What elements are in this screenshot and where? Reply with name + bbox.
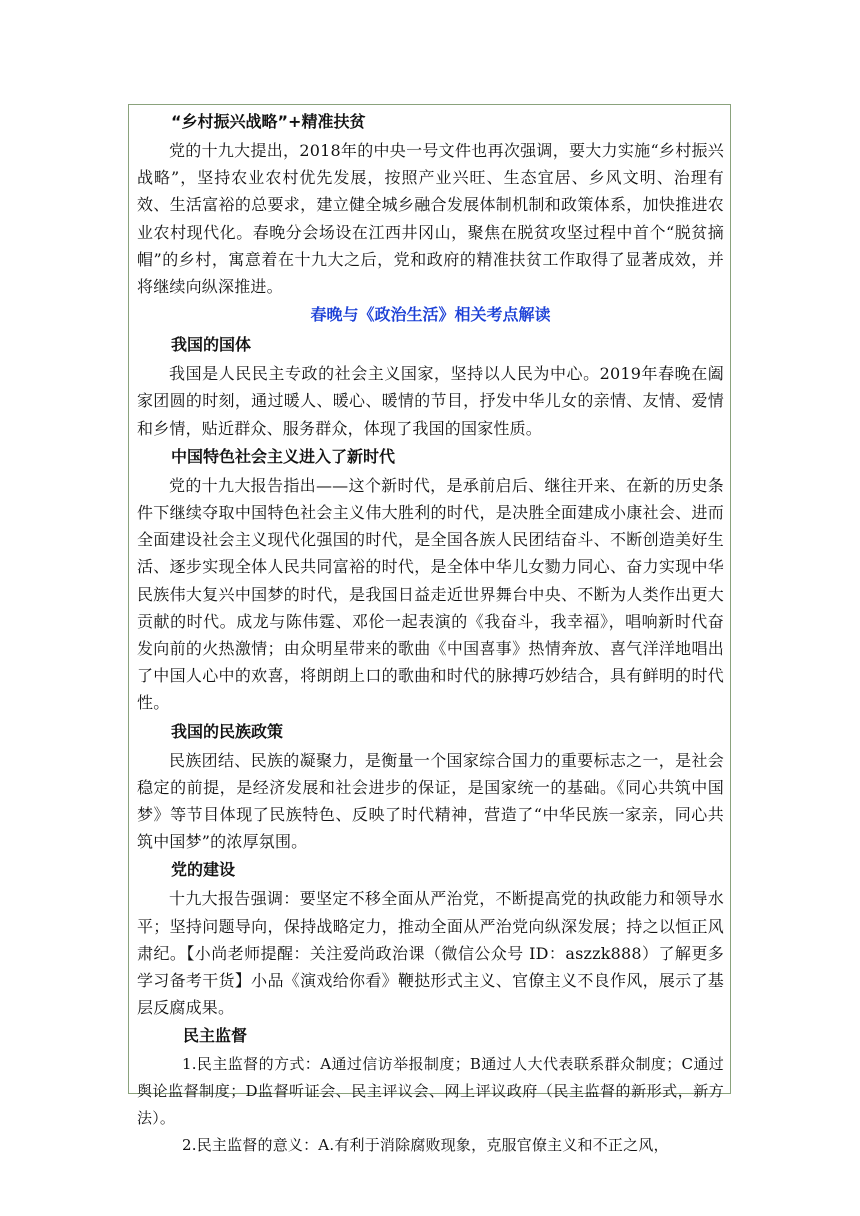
center-title-political-life: 春晚与《政治生活》相关考点解读 xyxy=(310,305,551,325)
paragraph-supervision-significance: 2.民主监督的意义：A.有利于消除腐败现象，克服官僚主义和不正之风， xyxy=(182,1136,669,1155)
paragraph-party-building: 十九大报告强调：要坚定不移全面从严治党，不断提高党的执政能力和领导水平；坚持问题导向，保持战略定力，推动全面从严治党向纵深发展；持之以恒正风肃纪。【小尚老师提醒：关注爱尚政治课（微信公众号 ID：aszzk888）了解更多学习备考干货】小品《演戏给你看》鞭挞形式主义、官僚主义不良作风，展示了基层反腐成果。 xyxy=(137,889,724,1018)
section-heading-state-system: 我国的国体 xyxy=(171,335,252,355)
section-heading-rural-revitalization: “乡村振兴战略”+精准扶贫 xyxy=(171,112,366,131)
section-heading-democratic-supervision: 民主监督 xyxy=(183,1026,248,1046)
section-heading-party-building: 党的建设 xyxy=(171,860,236,880)
paragraph-supervision-methods: 1.民主监督的方式：A通过信访举报制度；B通过人大代表联系群众制度；C通过舆论监督制度；D监督听证会、民主评议会、网上评议政府（民主监督的新形式，新方法）。 xyxy=(137,1055,724,1128)
section-heading-ethnic-policy: 我国的民族政策 xyxy=(171,721,284,741)
paragraph-rural-revitalization: 党的十九大提出，2018年的中央一号文件也再次强调，要大力实施“乡村振兴战略”，坚持农业农村优先发展，按照产业兴旺、生态宜居、乡风文明、治理有效、生活富裕的总要求，建立健全城乡融合发展体制机制和政策体系，加快推进农业农村现代化。春晚分会场设在江西井冈山，聚焦在脱贫攻坚过程中首个“脱贫摘帽”的乡村，寓意着在十九大之后，党和政府的精准扶贫工作取得了显著成效，并将继续向纵深推进。 xyxy=(137,141,724,297)
section-heading-new-era: 中国特色社会主义进入了新时代 xyxy=(171,446,396,466)
paragraph-state-system: 我国是人民民主专政的社会主义国家，坚持以人民为中心。2019年春晚在阖家团圆的时刻，通过暖人、暖心、暖情的节目，抒发中华儿女的亲情、友情、爱情和乡情，贴近群众、服务群众，体现了我国的国家性质。 xyxy=(137,364,724,438)
paragraph-ethnic-policy: 民族团结、民族的凝聚力，是衡量一个国家综合国力的重要标志之一，是社会稳定的前提，是经济发展和社会进步的保证，是国家统一的基础。《同心共筑中国梦》等节目体现了民族特色、反映了时代精神，营造了“中华民族一家亲，同心共筑中国梦”的浓厚氛围。 xyxy=(137,750,724,852)
document-content xyxy=(129,105,730,1159)
document-frame xyxy=(128,104,731,1155)
paragraph-new-era: 党的十九大报告指出——这个新时代，是承前启后、继往开来、在新的历史条件下继续夺取中国特色社会主义伟大胜利的时代，是决胜全面建成小康社会、进而全面建设社会主义现代化强国的时代，是全国各族人民团结奋斗、不断创造美好生活、逐步实现全体人民共同富裕的时代，是全体中华儿女勠力同心、奋力实现中华民族伟大复兴中国梦的时代，是我国日益走近世界舞台中央、不断为人类作出更大贡献的时代。成龙与陈伟霆、邓伦一起表演的《我奋斗，我幸福》，唱响新时代奋发向前的火热激情；由众明星带来的歌曲《中国喜事》热情奔放、喜气洋洋地唱出了中国人心中的欢喜，将朗朗上口的歌曲和时代的脉搏巧妙结合，具有鲜明的时代性。 xyxy=(137,475,724,713)
